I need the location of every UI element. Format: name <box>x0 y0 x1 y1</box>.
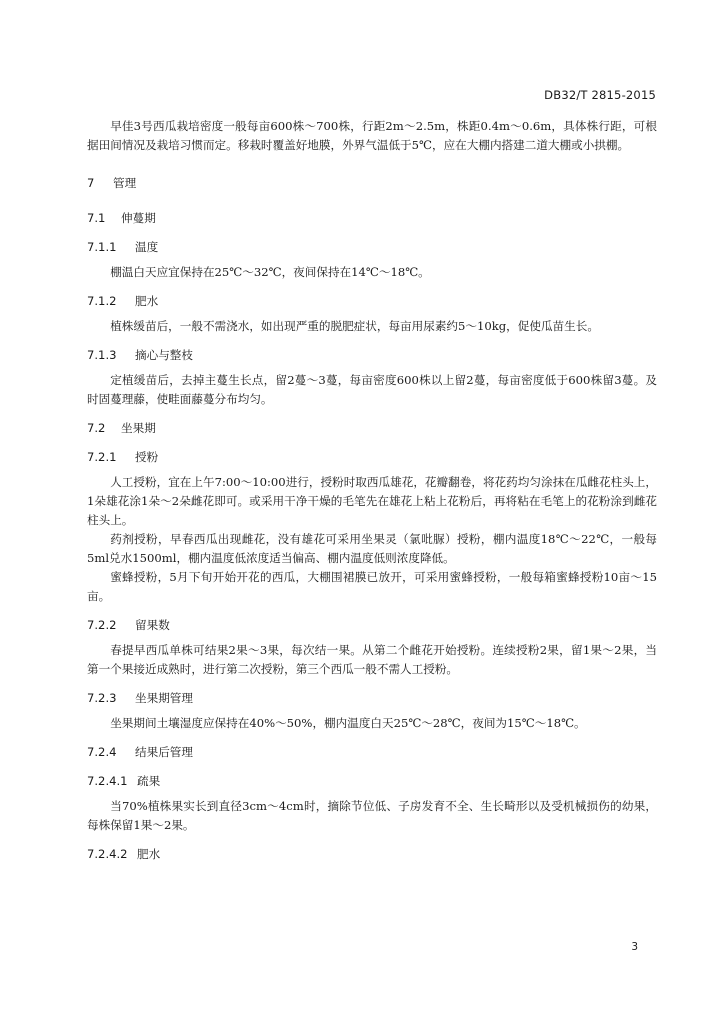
paragraph-fertilizer-water: 植株缓苗后，一般不需浇水，如出现严重的脱肥症状，每亩用尿素约5～10kg，促使瓜苗生长。 <box>110 319 599 333</box>
paragraph-pruning: 定植缓苗后，去掉主蔓生长点，留2蔓～3蔓，每亩密度600株以上留2蔓，每亩密度低于600株留3蔓。及时固蔓理藤，使畦面藤蔓分布均匀。 <box>87 373 657 406</box>
heading-7-2-4-1 <box>87 772 657 791</box>
heading-number: 7.2.2 <box>87 618 117 632</box>
heading-number: 7.2.4.2 <box>87 847 128 861</box>
heading-title: 肥水 <box>137 847 161 861</box>
paragraph-manual-pollination: 人工授粉，宜在上午7:00～10:00进行，授粉时取西瓜雄花，花瓣翻卷，将花药均匀涂抹在瓜雌花柱头上，1朵雄花涂1朵～2朵雌花即可。或采用干净干燥的毛笔先在雄花上粘上花粉后，再将粘在毛笔上的花粉涂到雌花柱头上。 <box>87 475 657 527</box>
paragraph-fruit-thinning: 当70%植株果实长到直径3cm～4cm时，摘除节位低、子房发育不全、生长畸形以及受机械损伤的幼果，每株保留1果～2果。 <box>87 799 657 832</box>
heading-title: 结果后管理 <box>135 745 193 759</box>
paragraph-temperature: 棚温白天应宜保持在25℃～32℃，夜间保持在14℃～18℃。 <box>110 265 430 279</box>
heading-number: 7.2 <box>87 421 106 435</box>
heading-number: 7.2.1 <box>87 450 117 464</box>
heading-number: 7.1.1 <box>87 240 117 254</box>
heading-7-2 <box>87 419 657 438</box>
heading-number: 7.2.4 <box>87 745 117 759</box>
standard-number: DB32/T 2815-2015 <box>544 88 656 102</box>
heading-title: 授粉 <box>135 450 159 464</box>
heading-7-2-1 <box>87 448 657 467</box>
heading-title: 坐果期管理 <box>135 691 193 705</box>
heading-7-2-4 <box>87 743 657 762</box>
heading-number: 7.1 <box>87 211 106 225</box>
heading-number: 7.1.3 <box>87 348 117 362</box>
paragraph-bee-pollination: 蜜蜂授粉，5月下旬开始开花的西瓜，大棚围裙膜已放开，可采用蜜蜂授粉，一般每箱蜜蜂授粉10亩～15亩。 <box>87 570 657 603</box>
document-body <box>87 117 657 864</box>
heading-title: 肥水 <box>135 294 159 308</box>
heading-number: 7.2.4.1 <box>87 774 128 788</box>
heading-7-2-3 <box>87 689 657 708</box>
heading-number: 7 <box>87 176 95 190</box>
heading-7-1 <box>87 209 657 228</box>
paragraph-chemical-pollination: 药剂授粉，早春西瓜出现雌花，没有雄花可采用坐果灵（氯吡脲）授粉，棚内温度18℃～22℃，一般每5ml兑水1500ml，棚内温度低浓度适当偏高、棚内温度低则浓度降低。 <box>87 532 657 565</box>
page-number: 3 <box>631 941 638 953</box>
heading-number: 7.1.2 <box>87 294 117 308</box>
heading-7 <box>87 174 657 193</box>
heading-7-1-3 <box>87 346 657 365</box>
heading-title: 管理 <box>113 176 137 190</box>
paragraph-planting-density: 早佳3号西瓜栽培密度一般每亩600株～700株，行距2m～2.5m，株距0.4m～0.6m，具体株行距，可根据田间情况及栽培习惯而定。移栽时覆盖好地膜，外界气温低于5℃，应在大棚内搭建二道大棚或小拱棚。 <box>87 119 657 152</box>
heading-7-2-4-2 <box>87 845 657 864</box>
heading-title: 坐果期 <box>121 421 156 435</box>
heading-title: 摘心与整枝 <box>135 348 193 362</box>
heading-7-2-2 <box>87 616 657 635</box>
heading-title: 伸蔓期 <box>121 211 156 225</box>
heading-7-1-1 <box>87 238 657 257</box>
heading-title: 温度 <box>135 240 159 254</box>
heading-7-1-2 <box>87 292 657 311</box>
paragraph-fruiting-management: 坐果期间土壤湿度应保持在40%～50%，棚内温度白天25℃～28℃，夜间为15℃～18℃。 <box>110 716 586 730</box>
heading-title: 疏果 <box>137 774 161 788</box>
heading-title: 留果数 <box>135 618 170 632</box>
heading-number: 7.2.3 <box>87 691 117 705</box>
paragraph-fruit-count: 春提早西瓜单株可结果2果～3果，每次结一果。从第二个雌花开始授粉。连续授粉2果，留1果～2果，当第一个果接近成熟时，进行第二次授粉，第三个西瓜一般不需人工授粉。 <box>87 643 657 676</box>
